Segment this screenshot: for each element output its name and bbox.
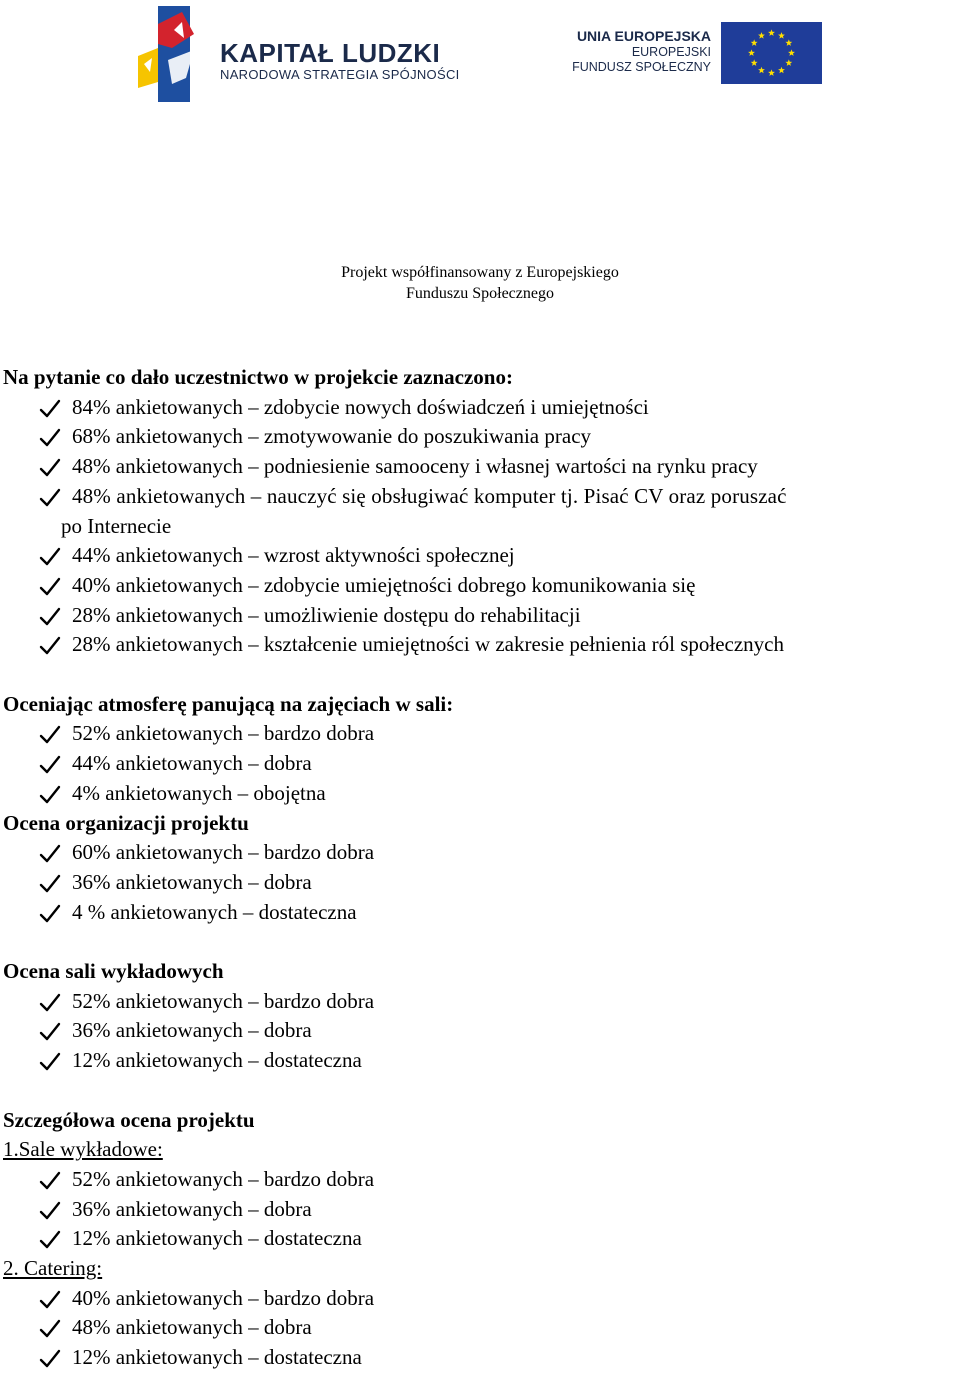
- checkmark-icon: [39, 1224, 61, 1260]
- list-item-text: 12% ankietowanych – dostateczna: [72, 1048, 362, 1073]
- list-item-text: 52% ankietowanych – bardzo dobra: [72, 721, 375, 746]
- list-item: [3, 482, 958, 541]
- list-item: [3, 1313, 958, 1343]
- list-item: [3, 987, 958, 1017]
- list-lecture-halls: [3, 987, 958, 1076]
- list-item-text: 60% ankietowanych – bardzo dobra: [72, 840, 375, 865]
- list-item: [3, 571, 958, 601]
- list-item: [3, 1016, 958, 1046]
- list-item: [3, 1165, 958, 1195]
- list-item-text: 12% ankietowanych – dostateczna: [72, 1345, 362, 1370]
- list-item-text: 68% ankietowanych – zmotywowanie do poszukiwania pracy: [72, 424, 592, 449]
- list-item: [3, 898, 958, 928]
- list-item: [3, 1195, 958, 1225]
- list-item: [3, 1046, 958, 1076]
- spacer: [3, 1076, 958, 1106]
- eu-logo-text: [566, 28, 711, 75]
- list-participation: [3, 393, 958, 660]
- list-item-text: 52% ankietowanych – bardzo dobra: [72, 1166, 375, 1191]
- list-item-text: 40% ankietowanych – zdobycie umiejętności dobrego komunikowania się: [72, 572, 696, 597]
- checkmark-icon: [39, 779, 61, 815]
- kapital-ludzki-logo: [138, 4, 468, 102]
- checkmark-icon: [39, 1343, 61, 1379]
- list-item-text: 28% ankietowanych – umożliwienie dostępu do rehabilitacji: [72, 602, 581, 627]
- checkmark-icon: [39, 1046, 61, 1082]
- list-item: [3, 749, 958, 779]
- spacer: [3, 660, 958, 690]
- list-item-text: 48% ankietowanych – podniesienie samooceny i własnej wartości na rynku pracy: [72, 454, 758, 479]
- list-item: [3, 1224, 958, 1254]
- list-item: [3, 1343, 958, 1373]
- list-item: [3, 868, 958, 898]
- list-item-continuation: po Internecie: [61, 513, 172, 538]
- list-item-text: 12% ankietowanych – dostateczna: [72, 1226, 362, 1251]
- list-item: [3, 719, 958, 749]
- list-item-text: 4% ankietowanych – obojętna: [72, 780, 326, 805]
- list-item-text: 36% ankietowanych – dobra: [72, 869, 312, 894]
- list-item-text: 4 % ankietowanych – dostateczna: [72, 899, 357, 924]
- list-item: [3, 838, 958, 868]
- eu-flag-icon: [721, 22, 822, 84]
- list-item-text: 44% ankietowanych – wzrost aktywności społecznej: [72, 543, 515, 568]
- list-item-text: 48% ankietowanych – dobra: [72, 1315, 312, 1340]
- subsection-lecture-halls: 1.Sale wykładowe:: [3, 1137, 163, 1162]
- list-detailed-halls: [3, 1165, 958, 1254]
- list-item: [3, 779, 958, 809]
- list-item: [3, 601, 958, 631]
- list-item: [3, 541, 958, 571]
- section-heading-atmosphere: Oceniając atmosferę panującą na zajęciach w sali:: [3, 691, 454, 716]
- list-item-text: 36% ankietowanych – dobra: [72, 1196, 312, 1221]
- kapital-ludzki-subtitle: NARODOWA STRATEGIA SPÓJNOŚCI: [220, 67, 460, 82]
- list-organization: [3, 838, 958, 927]
- kapital-ludzki-title: KAPITAŁ LUDZKI: [220, 38, 441, 68]
- list-item-text: 40% ankietowanych – bardzo dobra: [72, 1285, 375, 1310]
- eu-line-3: FUNDUSZ SPOŁECZNY: [572, 60, 711, 74]
- list-item: [3, 393, 958, 423]
- eu-line-1: UNIA EUROPEJSKA: [576, 28, 711, 44]
- survey-content: [3, 363, 958, 1373]
- list-item: [3, 1284, 958, 1314]
- checkmark-icon: [39, 898, 61, 934]
- list-item-text: 48% ankietowanych – nauczyć się obsługiwać komputer tj. Pisać CV oraz poruszać: [72, 483, 787, 508]
- list-item-text: 44% ankietowanych – dobra: [72, 751, 312, 776]
- section-heading-lecture-halls: Ocena sali wykładowych: [3, 959, 224, 984]
- cofinancing-line-2: Funduszu Społecznego: [406, 285, 554, 302]
- list-item-text: 36% ankietowanych – dobra: [72, 1018, 312, 1043]
- section-heading-detailed: Szczegółowa ocena projektu: [3, 1107, 255, 1132]
- spacer: [3, 927, 958, 957]
- list-item: [3, 630, 958, 660]
- subsection-catering: 2. Catering:: [3, 1256, 103, 1281]
- list-item-text: 84% ankietowanych – zdobycie nowych doświadczeń i umiejętności: [72, 394, 649, 419]
- list-detailed-catering: [3, 1284, 958, 1373]
- list-atmosphere: [3, 719, 958, 808]
- cofinancing-note: [0, 262, 960, 304]
- list-item-text: 28% ankietowanych – kształcenie umiejętności w zakresie pełnienia ról społecznych: [72, 632, 784, 657]
- eu-logo: [566, 22, 824, 84]
- eu-line-2: EUROPEJSKI: [631, 45, 711, 59]
- section-heading-organization: Ocena organizacji projektu: [3, 810, 249, 835]
- kapital-ludzki-emblem-icon: [138, 4, 218, 102]
- list-item: [3, 422, 958, 452]
- checkmark-icon: [39, 630, 61, 666]
- section-heading-participation: Na pytanie co dało uczestnictwo w projekcie zaznaczono:: [3, 365, 513, 389]
- list-item-text: 52% ankietowanych – bardzo dobra: [72, 988, 375, 1013]
- list-item: [3, 452, 958, 482]
- cofinancing-line-1: Projekt współfinansowany z Europejskiego: [341, 264, 619, 281]
- checkmark-icon: [39, 482, 61, 518]
